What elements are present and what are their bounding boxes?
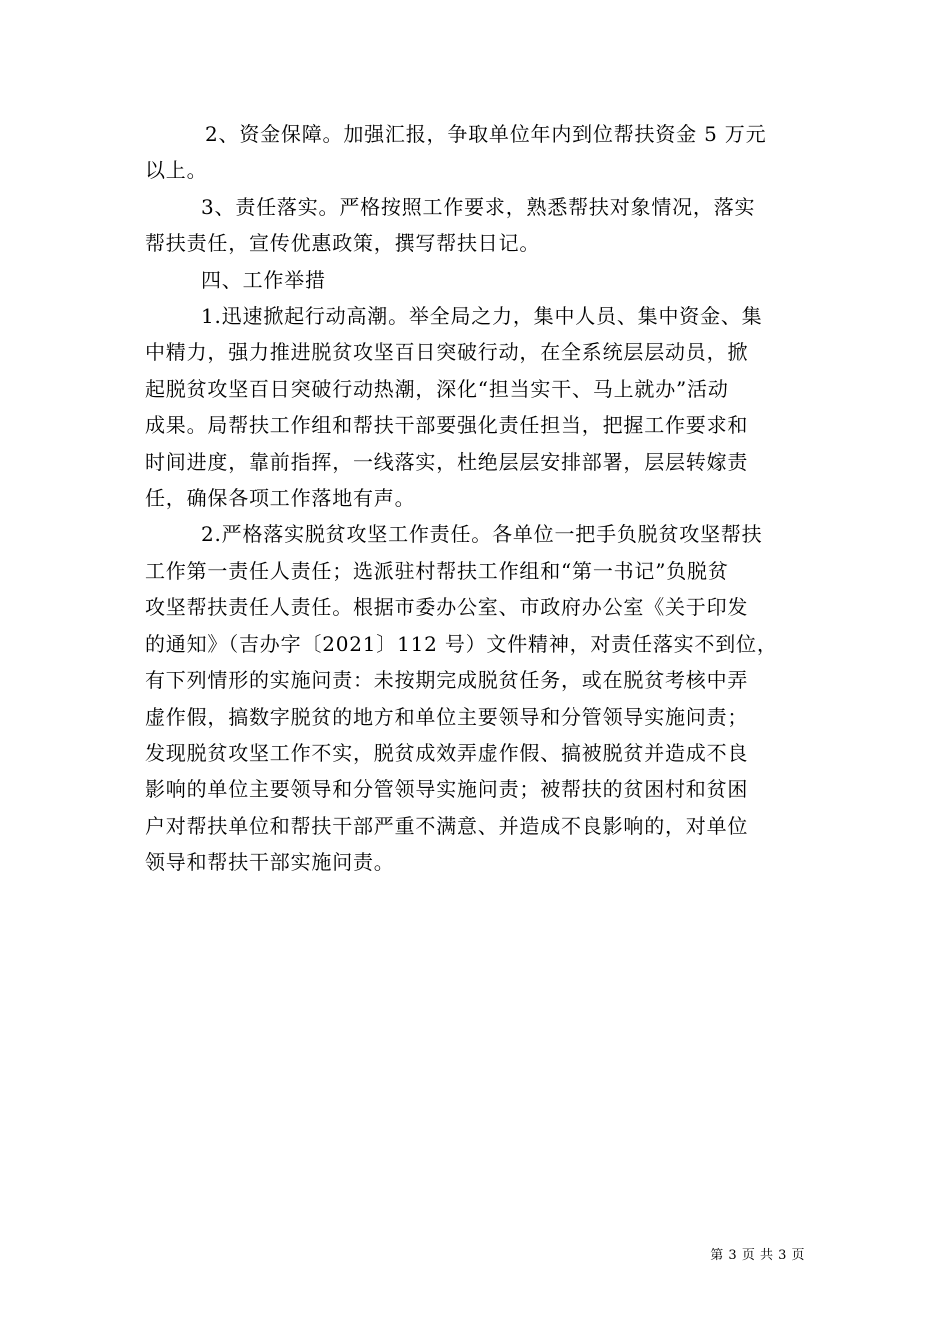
- text-line: 时间进度，靠前指挥，一线落实，杜绝层层安排部署，层层转嫁责: [145, 449, 749, 474]
- text-line: 领导和帮扶干部实施问责。: [145, 850, 395, 875]
- text-line: 3、责任落实。严格按照工作要求，熟悉帮扶对象情况，落实: [201, 194, 756, 219]
- text-line: 任，确保各项工作落地有声。: [145, 486, 416, 511]
- text-line: 工作第一责任人责任；选派驻村帮扶工作组和“第一书记”负脱贫: [145, 558, 729, 583]
- text-line: 攻坚帮扶责任人责任。根据市委办公室、市政府办公室《关于印发: [145, 595, 749, 620]
- text-line: 四、工作举措: [201, 267, 326, 292]
- text-line: 2、资金保障。加强汇报，争取单位年内到位帮扶资金 5 万元: [205, 122, 767, 146]
- text-line: 有下列情形的实施问责：未按期完成脱贫任务，或在脱贫考核中弄: [145, 668, 749, 693]
- paragraph-responsibility: [145, 189, 810, 262]
- text-line: 帮扶责任，宣传优惠政策，撰写帮扶日记。: [145, 231, 541, 256]
- text-line: 发现脱贫攻坚工作不实，脱贫成效弄虚作假、搞被脱贫并造成不良: [145, 740, 749, 765]
- text-line: 户对帮扶单位和帮扶干部严重不满意、并造成不良影响的，对单位: [145, 813, 749, 838]
- section-heading: [145, 262, 810, 298]
- paragraph-funding: [145, 116, 810, 189]
- document-body: [145, 116, 810, 881]
- text-line: 的通知》（吉办字〔2021〕112 号）文件精神，对责任落实不到位，: [145, 631, 778, 656]
- text-line: 1.迅速掀起行动高潮。举全局之力，集中人员、集中资金、集: [201, 304, 763, 329]
- text-line: 以上。: [145, 158, 208, 183]
- text-line: 虚作假，搞数字脱贫的地方和单位主要领导和分管领导实施问责；: [145, 704, 749, 729]
- page-number-footer: 第 3 页 共 3 页: [710, 1248, 805, 1263]
- text-line: 起脱贫攻坚百日突破行动热潮，深化“担当实干、马上就办”活动: [145, 376, 729, 401]
- text-line: 2.严格落实脱贫攻坚工作责任。各单位一把手负脱贫攻坚帮扶: [201, 522, 763, 547]
- paragraph-measure-1: [145, 298, 810, 516]
- text-line: 成果。局帮扶工作组和帮扶干部要强化责任担当，把握工作要求和: [145, 413, 749, 438]
- text-line: 影响的单位主要领导和分管领导实施问责；被帮扶的贫困村和贫困: [145, 777, 749, 802]
- text-line: 中精力，强力推进脱贫攻坚百日突破行动，在全系统层层动员，掀: [145, 340, 749, 365]
- paragraph-measure-2: [145, 516, 810, 880]
